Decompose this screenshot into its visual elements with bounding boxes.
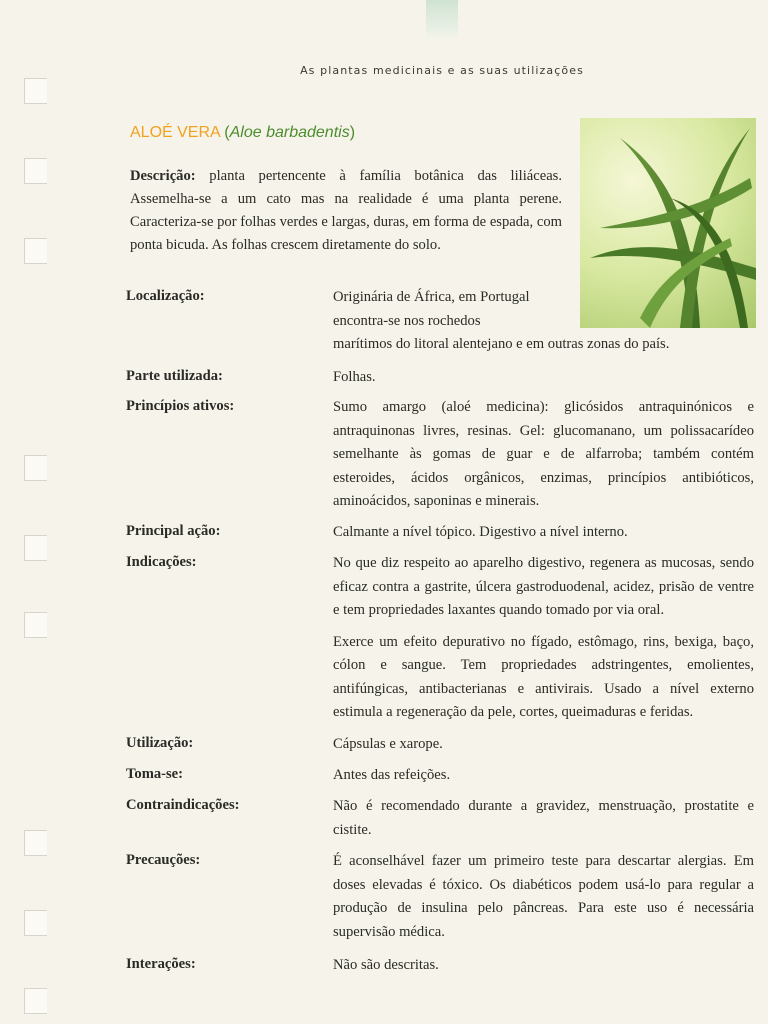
binder-hole [24,158,47,184]
plant-common-name: ALOÉ VERA [130,124,220,141]
indicacoes-paragraph: Exerce um efeito depurativo no fígado, estômago, rins, bexiga, baço, cólon e sangue. Tem propriedades adstringentes, emolientes, antifúngicas, antibacterianas e antivirais. Usado a nível externo estimula a regeneração da pele, cortes, queimaduras e feridas. [333,633,754,720]
field-label-tomase: Toma-se: [126,766,184,782]
binder-hole [24,612,47,638]
field-value-tomase: Antes das refeições. [333,767,451,783]
binder-hole [24,535,47,561]
binder-hole [24,910,47,936]
binder-hole [24,830,47,856]
plant-title: ALOÉ VERA (Aloe barbadentis) [130,124,356,141]
description-label: Descrição: [130,168,196,184]
field-label-acao: Principal ação: [126,523,221,539]
field-label-precaucoes: Precauções: [126,852,201,868]
field-value-interacoes: Não são descritas. [333,957,439,973]
binder-hole [24,988,47,1014]
field-value-parte: Folhas. [333,369,376,385]
plant-scientific-name: Aloe barbadentis [229,124,350,141]
field-label-localizacao: Localização: [126,288,205,304]
field-label-utilizacao: Utilização: [126,735,194,751]
field-label-indicacoes: Indicações: [126,554,197,570]
field-value-principios: Sumo amargo (aloé medicina): glicósidos antraquinónicos e antraquinonas livres, resinas. Gel: glucomanano, um polissacarídeo semelhante às gomas de guar e de alfarroba; também contém esteroides, ácidos orgânicos, enzimas, princípios antibióticos, aminoácidos, saponinas e minerais. [333,399,754,509]
binder-hole [24,78,47,104]
field-label-contraindicacoes: Contraindicações: [126,797,240,813]
field-value-indicacoes [333,552,754,725]
field-label-parte: Parte utilizada: [126,368,223,384]
field-value-precaucoes: É aconselhável fazer um primeiro teste para descartar alergias. Em doses elevadas é tóxico. Os diabéticos podem usá-lo para regular a produção de insulina pelo pâncreas. Para este uso é necessária supervisão médica. [333,853,754,940]
field-label-interacoes: Interações: [126,956,196,972]
page-tab-marker [426,0,458,40]
running-header: As plantas medicinais e as suas utilizações [300,64,584,77]
description-text: planta pertencente à família botânica das liliáceas. Assemelha-se a um cato mas na realidade é uma planta perene. Caracteriza-se por folhas verdes e largas, duras, em forma de espada, com ponta bicuda. As folhas crescem diretamente do solo. [130,168,562,253]
localizacao-line: Originária de África, em Portugal [333,289,530,305]
field-value-utilizacao: Cápsulas e xarope. [333,736,443,752]
localizacao-line: encontra-se nos rochedos [333,312,481,329]
field-value-contraindicacoes: Não é recomendado durante a gravidez, menstruação, prostatite e cistite. [333,798,754,838]
indicacoes-paragraph: No que diz respeito ao aparelho digestivo, regenera as mucosas, sendo eficaz contra a gastrite, úlcera gastroduodenal, acidez, prisão de ventre e tem propriedades laxantes quando tomado por via oral. [333,555,754,618]
binder-hole [24,238,47,264]
binder-hole [24,455,47,481]
field-value-acao: Calmante a nível tópico. Digestivo a nível interno. [333,524,628,540]
localizacao-line: marítimos do litoral alentejano e em outras zonas do país. [333,336,670,352]
description [130,165,562,257]
field-label-principios: Princípios ativos: [126,398,235,414]
field-value-localizacao [333,286,754,357]
